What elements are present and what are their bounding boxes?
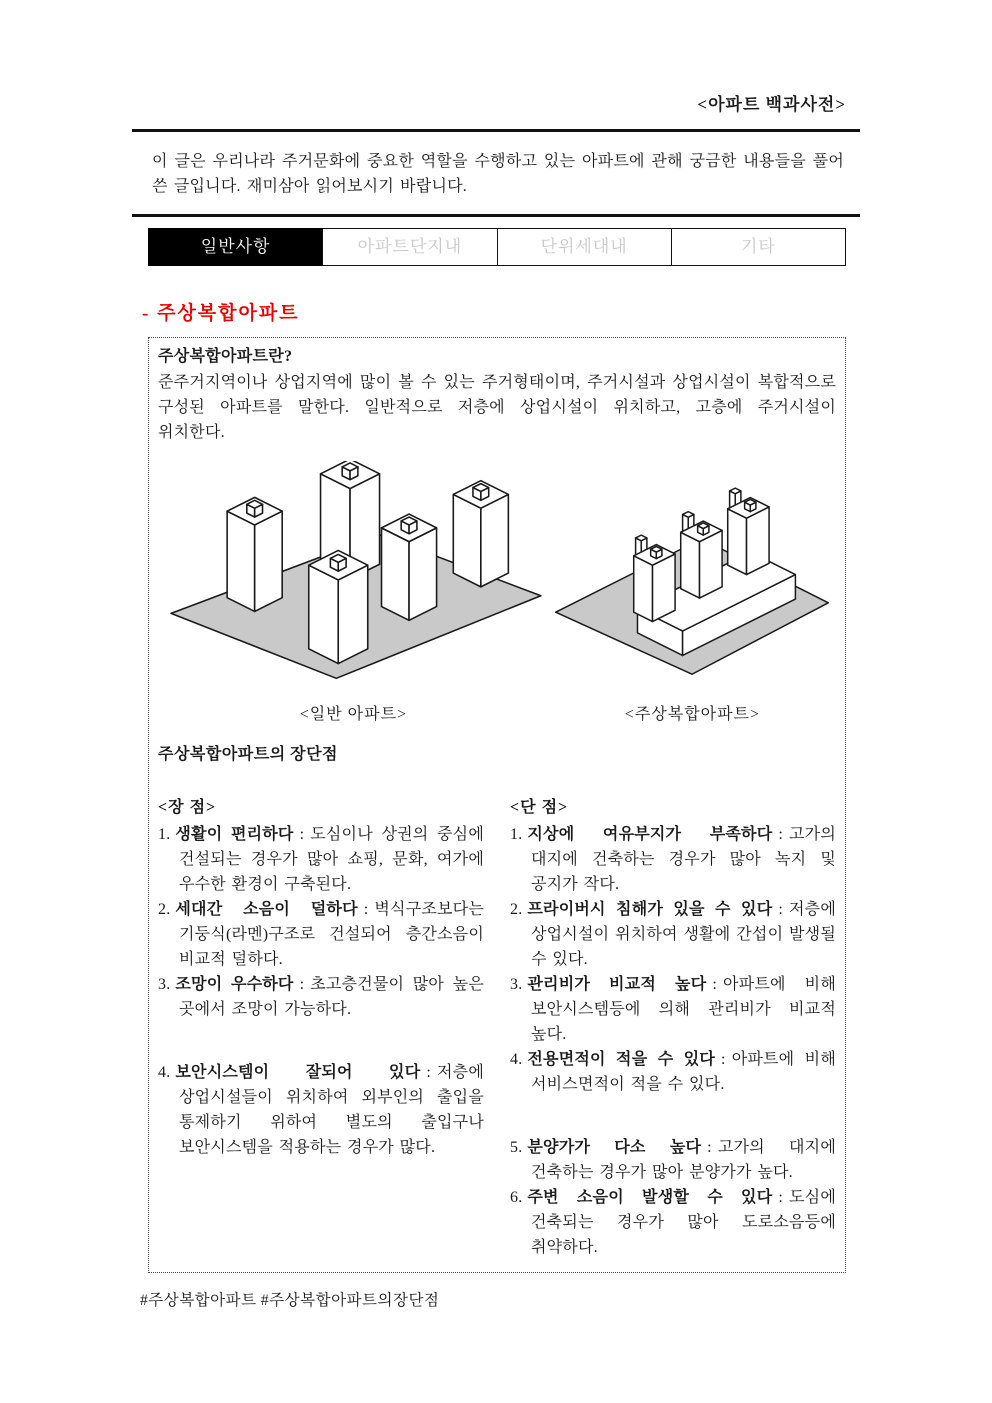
item-description: 아파트에 비해 서비스면적이 적을 수 있다. <box>531 1051 836 1093</box>
item-description: 저층에 상업시설이 위치하여 생활에 간섭이 발생될 수 있다. <box>531 901 836 968</box>
tab-etc[interactable]: 기타 <box>671 228 846 266</box>
cons-column <box>510 795 836 1260</box>
list-item <box>510 1047 836 1097</box>
divider <box>132 129 860 132</box>
hashtags: #주상복합아파트 #주상복합아파트의장단점 <box>140 1292 440 1309</box>
cons-header: <단 점> <box>510 799 569 816</box>
item-title: 세대간 소음이 덜하다 <box>175 901 358 918</box>
pros-header: <장 점> <box>158 799 217 816</box>
tab-apartment-complex[interactable]: 아파트단지내 <box>322 228 497 266</box>
pros-cons-columns <box>158 795 836 1260</box>
tab-unit-household[interactable]: 단위세대내 <box>497 228 672 266</box>
divider <box>132 214 860 217</box>
list-item <box>510 897 836 972</box>
general-apartment-figure <box>158 461 549 724</box>
item-number: 2. <box>510 901 523 918</box>
item-number: 4. <box>158 1064 171 1081</box>
item-number: 6. <box>510 1189 523 1206</box>
item-separator: : <box>778 826 784 843</box>
item-description: 저층에 상업시설들이 위치하여 외부인의 출입을 통제하기 위하여 별도의 출입구나 보안시스템을 적용하는 경우가 많다. <box>179 1064 484 1156</box>
pros-column <box>158 795 484 1260</box>
item-number: 1. <box>510 826 523 843</box>
item-separator: : <box>712 976 718 993</box>
content-box <box>148 337 846 1273</box>
item-description: 고가의 대지에 건축하는 경우가 많아 분양가가 높다. <box>531 1139 836 1181</box>
item-title: 분양가가 다소 높다 <box>527 1139 702 1156</box>
item-separator: : <box>299 976 305 993</box>
item-separator: : <box>299 826 305 843</box>
box-title: 주상복합아파트란? <box>158 348 293 365</box>
tab-general[interactable]: 일반사항 <box>148 228 323 266</box>
figures-row <box>158 461 836 724</box>
item-separator: : <box>778 1189 784 1206</box>
intro-text: 이 글은 우리나라 주거문화에 중요한 역할을 수행하고 있는 아파트에 관해 궁금한 내용들을 풀어 쓴 글입니다. 재미삼아 읽어보시기 바랍니다. <box>152 153 844 195</box>
mixed-use-apartment-illustration <box>551 471 833 697</box>
item-title: 생활이 편리하다 <box>175 826 294 843</box>
mixed-use-apartment-figure <box>549 471 836 724</box>
item-number: 2. <box>158 901 171 918</box>
page-title: <아파트 백과사전> <box>697 95 846 114</box>
figure-caption: <일반 아파트> <box>299 706 408 723</box>
list-item <box>510 1135 836 1185</box>
list-item <box>510 1185 836 1260</box>
item-separator: : <box>426 1064 432 1081</box>
item-description: 아파트에 비해 보안시스템등에 의해 관리비가 비교적 높다. <box>531 976 836 1043</box>
box-description: 준주거지역이나 상업지역에 많이 볼 수 있는 주거형태이며, 주거시설과 상업시설이 복합적으로 구성된 아파트를 말한다. 일반적으로 저층에 상업시설이 위치하고, 고층에 주거시설이 위치한다. <box>158 374 836 441</box>
item-number: 3. <box>158 976 171 993</box>
list-item <box>158 897 484 972</box>
item-description: 고가의 대지에 건축하는 경우가 많아 녹지 및 공지가 작다. <box>531 826 836 893</box>
item-description: 도심에 건축되는 경우가 많아 도로소음등에 취약하다. <box>531 1189 836 1256</box>
item-number: 1. <box>158 826 171 843</box>
item-title: 주변 소음이 발생할 수 있다 <box>527 1189 773 1206</box>
item-title: 프라이버시 침해가 있을 수 있다 <box>527 901 773 918</box>
item-number: 4. <box>510 1051 523 1068</box>
item-separator: : <box>721 1051 726 1068</box>
pros-cons-heading: 주상복합아파트의 장단점 <box>158 746 339 763</box>
section-heading: - 주상복합아파트 <box>142 303 300 324</box>
item-number: 3. <box>510 976 523 993</box>
list-item <box>158 822 484 897</box>
item-separator: : <box>707 1139 712 1156</box>
figure-caption: <주상복합아파트> <box>624 706 761 723</box>
item-title: 지상에 여유부지가 부족하다 <box>527 826 773 843</box>
item-description: 초고층건물이 많아 높은 곳에서 조망이 가능하다. <box>179 976 484 1018</box>
item-number: 5. <box>510 1139 523 1156</box>
item-title: 조망이 우수하다 <box>175 976 294 993</box>
tab-bar <box>148 228 846 266</box>
item-separator: : <box>778 901 784 918</box>
item-description: 도심이나 상권의 중심에 건설되는 경우가 많아 쇼핑, 문화, 여가에 우수한 환경이 구축된다. <box>179 826 484 893</box>
item-title: 보안시스템이 잘되어 있다 <box>175 1064 421 1081</box>
general-apartment-illustration <box>161 461 545 697</box>
list-item <box>510 972 836 1047</box>
list-item <box>158 1060 484 1160</box>
list-item <box>158 972 484 1022</box>
item-separator: : <box>363 901 369 918</box>
item-title: 전용면적이 적을 수 있다 <box>527 1051 716 1068</box>
item-description: 벽식구조보다는 기둥식(라멘)구조로 건설되어 층간소음이 비교적 덜하다. <box>179 901 484 968</box>
list-item <box>510 822 836 897</box>
item-title: 관리비가 비교적 높다 <box>527 976 707 993</box>
